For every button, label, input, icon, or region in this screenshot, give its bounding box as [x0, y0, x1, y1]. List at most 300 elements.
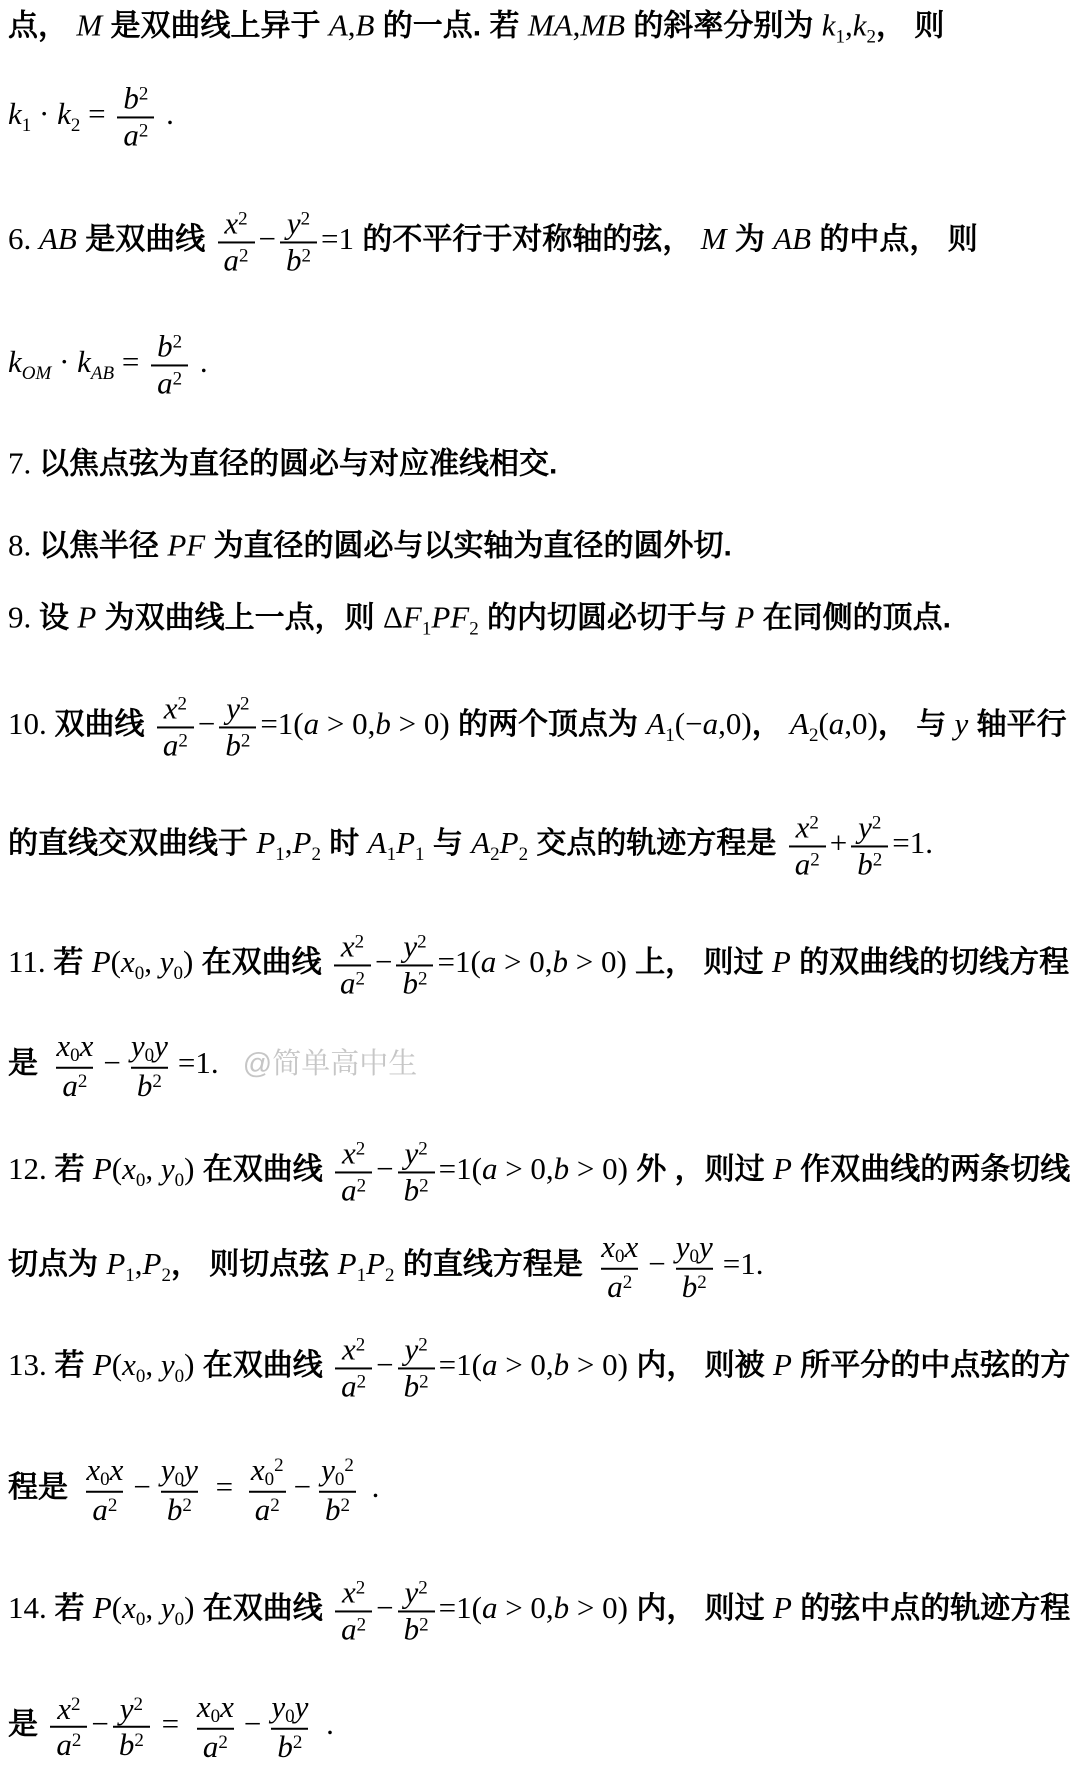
- math-variable: P: [106, 1246, 126, 1282]
- subscript: 0: [285, 1705, 295, 1727]
- math-variable: P: [292, 825, 312, 861]
- superscript: 2: [418, 1138, 428, 1160]
- chinese-text: 为双曲线上一点，则: [96, 601, 383, 635]
- math-symbol: ,: [284, 825, 293, 861]
- chinese-text: 的不平行于对称轴的弦，: [354, 223, 701, 257]
- fraction-numerator: [265, 1690, 314, 1728]
- fraction: [125, 1029, 174, 1103]
- fraction: [398, 1136, 435, 1207]
- math-symbol: .: [318, 1706, 334, 1742]
- chinese-text: 程是: [8, 1471, 77, 1505]
- fraction-denominator: [280, 241, 317, 278]
- fraction-numerator: [117, 81, 154, 116]
- fraction-denominator: [601, 1268, 638, 1305]
- math-symbol: =1: [321, 221, 355, 257]
- math-variable: x: [163, 690, 178, 726]
- math-variable: x: [624, 1228, 639, 1264]
- subscript: 1: [415, 844, 425, 866]
- fraction-numerator: [218, 206, 253, 241]
- math-variable: a: [340, 965, 356, 1000]
- chinese-text: 的双曲线的切线方程: [790, 946, 1070, 980]
- fraction-numerator: [80, 1453, 129, 1491]
- fraction: [334, 929, 371, 1000]
- math-variable: b: [123, 80, 139, 116]
- fraction-denominator: [335, 1171, 372, 1208]
- fraction: [155, 1453, 204, 1527]
- fraction: [265, 1690, 314, 1764]
- fraction-numerator: [852, 810, 887, 845]
- math-variable: P: [499, 825, 519, 861]
- subscript: 2: [490, 844, 500, 866]
- math-symbol: −: [376, 1347, 394, 1383]
- fraction: [670, 1230, 719, 1304]
- chinese-text: 内， 则被: [627, 1349, 773, 1383]
- chinese-text: 为: [726, 223, 774, 257]
- math-variable: P: [142, 1246, 162, 1282]
- chinese-text: ，: [751, 708, 791, 742]
- chinese-text: 的直线交双曲线于: [8, 827, 257, 861]
- superscript: 2: [418, 1577, 428, 1599]
- math-variable: a: [303, 706, 320, 742]
- chinese-text: 上， 则过: [626, 946, 772, 980]
- math-symbol: 7.: [8, 445, 39, 481]
- superscript: 2: [134, 1729, 144, 1751]
- math-variable: y: [675, 1228, 690, 1264]
- math-symbol: > 0): [569, 1347, 628, 1383]
- fraction-numerator: [155, 1453, 204, 1491]
- math-variable: b: [225, 727, 241, 762]
- chinese-text: 的两个顶点为: [449, 708, 647, 742]
- superscript: 2: [871, 812, 882, 834]
- math-variable: x: [795, 809, 810, 845]
- superscript: 2: [419, 1614, 429, 1635]
- math-variable: y: [294, 1688, 309, 1724]
- chinese-text: 是双曲线: [76, 223, 214, 257]
- subscript: 0: [264, 1468, 275, 1490]
- superscript: 2: [622, 1271, 633, 1293]
- math-symbol: > 0): [569, 1590, 628, 1626]
- math-variable: x: [120, 944, 135, 980]
- math-variable: y: [154, 1027, 168, 1063]
- chinese-text: 的一点. 若: [374, 9, 528, 43]
- math-variable: b: [553, 1590, 570, 1626]
- math-variable: k: [77, 344, 91, 380]
- fraction: [245, 1453, 290, 1527]
- math-variable: A: [790, 706, 809, 742]
- math-symbol: > 0,: [319, 706, 376, 742]
- chinese-text: 的斜率分别为: [625, 9, 822, 43]
- subscript-italic: AB: [90, 363, 115, 385]
- chinese-text: 的中点， 则: [811, 223, 978, 257]
- math-variable: a: [481, 1347, 498, 1383]
- fraction: [315, 1453, 360, 1527]
- math-symbol: =: [80, 96, 114, 132]
- math-symbol: ,0): [718, 706, 752, 742]
- math-symbol: > 0): [568, 944, 627, 980]
- math-variable: x: [56, 1027, 71, 1063]
- item-7: [8, 445, 557, 484]
- fraction-numerator: [315, 1453, 360, 1491]
- math-symbol: > 0,: [497, 1151, 554, 1187]
- item-12-line-2: [8, 1230, 763, 1304]
- fraction-numerator: [114, 1691, 149, 1726]
- superscript: 2: [178, 730, 188, 751]
- item-11-line-1: [8, 929, 1069, 1000]
- math-symbol: =1(: [438, 1347, 482, 1383]
- fraction-numerator: [398, 1136, 433, 1171]
- math-symbol: 6.: [8, 221, 39, 257]
- math-symbol: −: [243, 1706, 262, 1742]
- math-variable: P: [77, 599, 97, 635]
- superscript: 2: [697, 1271, 707, 1293]
- math-variable: x: [224, 205, 239, 241]
- superscript: 2: [419, 1175, 429, 1196]
- math-variable: k: [821, 7, 836, 43]
- math-variable: x: [122, 1151, 136, 1187]
- math-symbol: (: [111, 1151, 123, 1187]
- math-variable: MB: [580, 7, 626, 43]
- superscript: 2: [418, 1334, 428, 1356]
- subscript: 0: [135, 1170, 146, 1192]
- chinese-text: 外 ，则过: [627, 1153, 773, 1187]
- fraction-denominator: [335, 1367, 372, 1404]
- math-symbol: 12.: [8, 1151, 55, 1187]
- math-variable: a: [202, 1728, 219, 1764]
- superscript: 2: [355, 1138, 366, 1160]
- superscript: 2: [809, 812, 819, 834]
- subscript: 2: [469, 618, 479, 640]
- math-variable: k: [57, 96, 71, 132]
- math-variable: b: [553, 1151, 570, 1187]
- subscript: 1: [835, 26, 846, 48]
- fraction-numerator: [125, 1029, 174, 1067]
- math-symbol: > 0): [390, 706, 450, 742]
- chinese-text: 与: [424, 827, 472, 861]
- chinese-text: 在同侧的顶点.: [754, 601, 951, 635]
- watermark: @简单高中生: [218, 1048, 418, 1081]
- math-variable: a: [480, 944, 497, 980]
- fraction-numerator: [336, 1332, 371, 1367]
- math-variable: y: [858, 809, 872, 845]
- math-variable: P: [771, 944, 791, 980]
- math-symbol: −: [376, 1151, 394, 1187]
- subscript: 2: [808, 725, 819, 747]
- superscript: 2: [355, 1577, 366, 1599]
- math-symbol: =1(: [437, 944, 481, 980]
- math-variable: b: [553, 1347, 570, 1383]
- math-variable: F: [402, 599, 422, 635]
- superscript: 2: [344, 1454, 354, 1476]
- item-10-line-2: [8, 810, 933, 881]
- chinese-text: 若: [54, 1349, 93, 1383]
- chinese-text: 是双曲线上异于: [102, 9, 329, 43]
- chinese-text: 时: [320, 827, 368, 861]
- math-variable: b: [136, 1067, 153, 1103]
- fraction: [335, 1332, 372, 1403]
- fraction: [398, 1332, 435, 1403]
- math-variable: y: [404, 1135, 419, 1171]
- math-variable: b: [118, 1726, 135, 1762]
- math-variable: b: [857, 846, 873, 881]
- chinese-text: 交点的轨迹方程是: [528, 827, 785, 861]
- fraction-numerator: [595, 1230, 644, 1268]
- math-symbol: > 0): [569, 1151, 628, 1187]
- math-symbol: ): [184, 1590, 195, 1626]
- math-variable: b: [166, 1491, 183, 1527]
- math-variable: y: [119, 1690, 134, 1726]
- fraction-denominator: [50, 1726, 87, 1763]
- math-variable: y: [286, 205, 301, 241]
- math-symbol: ,: [145, 1347, 161, 1383]
- math-variable: x: [57, 1690, 71, 1726]
- formula-k1-k2: [8, 81, 174, 152]
- fraction-numerator: [670, 1230, 719, 1268]
- math-variable: y: [321, 1451, 335, 1487]
- math-symbol: ): [183, 944, 194, 980]
- math-variable: a: [62, 1067, 78, 1103]
- superscript: 2: [300, 208, 311, 230]
- math-symbol: −: [375, 944, 393, 980]
- math-symbol: 10.: [8, 706, 55, 742]
- subscript: 0: [174, 1468, 185, 1490]
- subscript: 0: [173, 963, 183, 985]
- fraction-denominator: [249, 1491, 286, 1528]
- chinese-text: 双曲线: [54, 708, 153, 742]
- subscript: 0: [144, 1044, 155, 1066]
- subscript: 2: [385, 1265, 395, 1287]
- math-symbol: =1(: [260, 706, 304, 742]
- math-variable: PF: [431, 599, 470, 635]
- math-variable: y: [271, 1688, 286, 1724]
- math-variable: a: [341, 1611, 357, 1646]
- subscript: 2: [161, 1265, 171, 1287]
- fraction: [396, 929, 433, 1000]
- superscript: 2: [355, 968, 365, 989]
- fraction-numerator: [51, 1691, 86, 1726]
- superscript: 2: [356, 1175, 367, 1196]
- superscript: 2: [138, 120, 149, 141]
- fraction-numerator: [398, 1332, 433, 1367]
- math-symbol: (: [111, 1590, 123, 1626]
- superscript: 2: [182, 1494, 192, 1516]
- item-9: [8, 599, 951, 642]
- math-variable: b: [286, 242, 302, 277]
- fraction-denominator: [335, 1610, 372, 1647]
- fraction-denominator: [86, 1491, 123, 1528]
- math-variable: x: [342, 1331, 356, 1367]
- math-symbol: ,: [134, 1246, 143, 1282]
- math-variable: b: [375, 706, 391, 742]
- chinese-text: 在双曲线: [193, 946, 330, 980]
- math-symbol: =: [207, 1469, 241, 1505]
- math-symbol: ·: [31, 96, 58, 132]
- math-variable: a: [223, 242, 240, 277]
- superscript: 2: [872, 849, 883, 870]
- fraction-numerator: [151, 329, 188, 364]
- superscript: 2: [239, 245, 249, 266]
- math-variable: a: [56, 1726, 72, 1762]
- math-symbol: 9.: [8, 599, 39, 635]
- fraction-numerator: [50, 1029, 99, 1067]
- fraction: [398, 1575, 435, 1646]
- fraction: [218, 206, 255, 277]
- math-variable: P: [337, 1246, 357, 1282]
- chinese-text: 是: [8, 1047, 47, 1081]
- fraction-denominator: [319, 1491, 356, 1528]
- chinese-text: 若: [54, 1153, 93, 1187]
- subscript: 1: [125, 1265, 135, 1287]
- superscript: 2: [238, 208, 248, 230]
- math-symbol: =1(: [438, 1590, 482, 1626]
- chinese-text: 的直线方程是: [394, 1248, 592, 1282]
- fraction: [117, 81, 154, 152]
- math-symbol: −: [648, 1246, 666, 1282]
- math-symbol: > 0,: [497, 1347, 554, 1383]
- item-6-line-1: [8, 206, 978, 277]
- fraction: [335, 1575, 372, 1646]
- math-variable: y: [159, 944, 174, 980]
- math-variable: b: [552, 944, 569, 980]
- math-variable: b: [277, 1728, 293, 1764]
- math-variable: P: [256, 825, 276, 861]
- math-variable: a: [702, 706, 719, 742]
- math-variable: a: [607, 1268, 623, 1304]
- math-variable: P: [773, 1151, 792, 1187]
- math-variable: A: [328, 7, 348, 43]
- chinese-text: 轴平行: [968, 708, 1067, 742]
- superscript: 2: [417, 931, 427, 953]
- fraction: [280, 206, 317, 277]
- chinese-text: 是: [8, 1708, 47, 1742]
- math-variable: k: [8, 344, 22, 380]
- math-variable: a: [92, 1491, 108, 1527]
- fraction-denominator: [113, 1726, 150, 1763]
- fraction-denominator: [117, 116, 154, 153]
- chinese-text: 在双曲线: [194, 1349, 332, 1383]
- fraction: [80, 1453, 129, 1527]
- subscript: 1: [21, 115, 32, 137]
- math-symbol: ,: [845, 7, 853, 43]
- fraction-numerator: [336, 1575, 371, 1610]
- fraction-numerator: [191, 1690, 240, 1728]
- chinese-text: 在双曲线: [194, 1592, 332, 1626]
- math-symbol: (: [110, 944, 121, 980]
- fraction: [157, 691, 194, 762]
- math-variable: A: [367, 825, 387, 861]
- chinese-text: ， 与: [877, 708, 955, 742]
- math-symbol: .: [158, 96, 174, 132]
- chinese-text: 内， 则过: [627, 1592, 773, 1626]
- math-symbol: 11.: [8, 944, 54, 980]
- math-symbol: ,: [144, 944, 160, 980]
- math-symbol: (: [818, 706, 829, 742]
- fraction-denominator: [396, 964, 433, 1001]
- math-variable: b: [325, 1491, 341, 1527]
- math-variable: a: [828, 706, 845, 742]
- superscript: 2: [152, 1070, 162, 1092]
- fraction-denominator: [398, 1367, 435, 1404]
- fraction-numerator: [398, 1575, 433, 1610]
- chinese-text: 的弦中点的轨迹方程: [791, 1592, 1071, 1626]
- math-variable: b: [403, 1368, 420, 1403]
- subscript-italic: OM: [21, 363, 52, 385]
- fraction-denominator: [271, 1728, 308, 1765]
- math-variable: k: [852, 7, 867, 43]
- subscript: 1: [356, 1265, 367, 1287]
- subscript: 1: [275, 844, 285, 866]
- superscript: 2: [354, 931, 365, 953]
- math-symbol: 8.: [8, 527, 39, 563]
- math-variable: b: [403, 1172, 420, 1207]
- fraction: [50, 1691, 87, 1762]
- subscript: 0: [334, 1468, 345, 1490]
- para-5-continuation: [8, 7, 944, 50]
- math-variable: a: [481, 1590, 498, 1626]
- math-variable: a: [254, 1491, 271, 1527]
- math-symbol: (−: [674, 706, 703, 742]
- superscript: 2: [270, 1494, 280, 1516]
- math-variable: a: [794, 846, 811, 881]
- math-variable: x: [342, 1574, 356, 1610]
- math-variable: P: [92, 1590, 112, 1626]
- superscript: 2: [292, 1731, 303, 1753]
- math-symbol: Δ: [382, 599, 403, 635]
- math-symbol: ,: [145, 1590, 161, 1626]
- math-variable: x: [79, 1027, 94, 1063]
- math-variable: a: [341, 1172, 357, 1207]
- item-14-line-2: [8, 1690, 334, 1764]
- superscript: 2: [177, 693, 187, 715]
- superscript: 2: [218, 1731, 228, 1753]
- formula-kom-kab: [8, 329, 208, 400]
- superscript: 2: [240, 730, 251, 751]
- subscript: 0: [100, 1468, 110, 1490]
- chinese-text: 以焦点弦为直径的圆必与对应准线相交.: [39, 447, 558, 481]
- fraction-denominator: [197, 1728, 234, 1765]
- chinese-text: 若: [54, 1592, 93, 1626]
- subscript: 0: [174, 1170, 185, 1192]
- subscript: 0: [134, 963, 145, 985]
- math-variable: x: [342, 1135, 356, 1171]
- math-symbol: −: [258, 221, 277, 257]
- fraction-denominator: [131, 1067, 168, 1104]
- math-symbol: ): [184, 1151, 195, 1187]
- math-symbol: −: [197, 706, 216, 742]
- math-variable: P: [773, 1347, 792, 1383]
- math-symbol: > 0,: [497, 1590, 554, 1626]
- math-variable: x: [340, 928, 355, 964]
- math-symbol: −: [133, 1469, 151, 1505]
- fraction: [113, 1691, 150, 1762]
- fraction: [219, 691, 256, 762]
- math-variable: P: [735, 599, 755, 635]
- fraction: [789, 810, 826, 881]
- math-variable: b: [681, 1268, 698, 1304]
- math-variable: x: [122, 1590, 136, 1626]
- superscript: 2: [355, 1334, 366, 1356]
- math-variable: a: [157, 365, 173, 400]
- math-symbol: =1.: [177, 1045, 219, 1081]
- math-variable: a: [162, 727, 179, 762]
- math-symbol: ,: [347, 7, 356, 43]
- math-variable: b: [403, 1611, 420, 1646]
- fraction-denominator: [851, 845, 888, 882]
- math-variable: AB: [39, 221, 77, 257]
- chinese-text: ， 则切点弦: [170, 1248, 338, 1282]
- fraction-denominator: [398, 1610, 435, 1647]
- math-symbol: −: [376, 1590, 394, 1626]
- subscript: 2: [311, 844, 321, 866]
